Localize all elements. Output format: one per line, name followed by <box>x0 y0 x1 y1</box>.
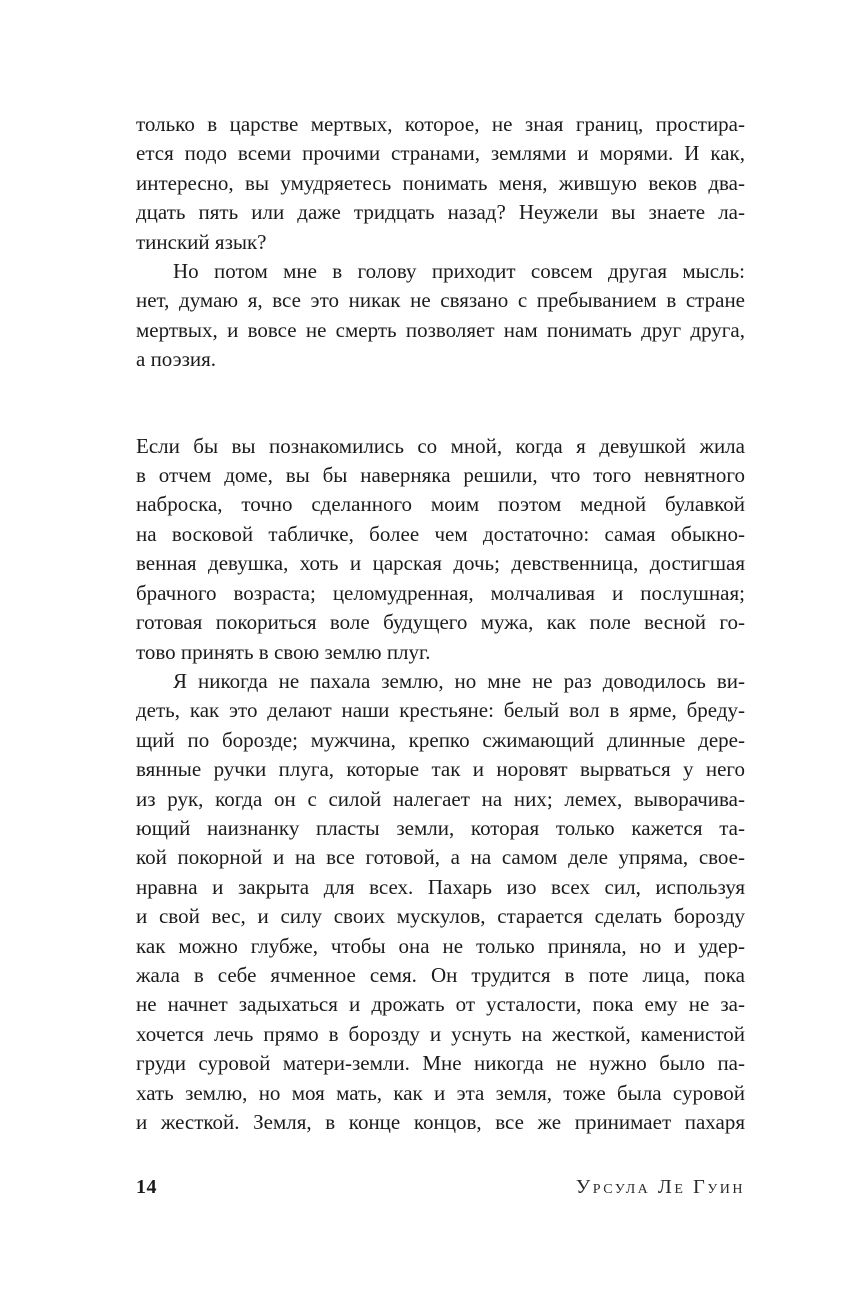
text-line: Но потом мне в голову приходит совсем другая мысль: <box>173 259 745 284</box>
text-line: готовая покориться воле будущего мужа, как поле весной го- <box>136 610 745 635</box>
text-line: из рук, когда он с силой налегает на них; лемех, выворачива- <box>136 786 745 811</box>
text-line: а поэзия. <box>136 347 217 372</box>
page-footer <box>136 1176 745 1199</box>
text-line: нравна и закрыта для всех. Пахарь изо всех сил, используя <box>136 874 745 899</box>
paragraph <box>136 257 745 375</box>
paragraph <box>136 432 745 667</box>
text-line: брачного возраста; целомудренная, молчаливая и послушная; <box>136 580 745 605</box>
text-line: кой покорной и на все готовой, а на самом деле упряма, свое- <box>136 845 745 870</box>
text-line: Я никогда не пахала землю, но мне не раз доводилось ви- <box>173 668 745 693</box>
text-line: и свой вес, и силу своих мускулов, старается сделать борозду <box>136 904 745 929</box>
text-line: Если бы вы познакомились со мной, когда я девушкой жила <box>136 433 745 458</box>
text-line: груди суровой матери-земли. Мне никогда не нужно было па- <box>136 1051 745 1076</box>
running-title: Урсула Ле Гуин <box>575 1176 745 1198</box>
text-line: деть, как это делают наши крестьяне: белый вол в ярме, бреду- <box>136 698 745 723</box>
paragraph <box>136 667 745 1138</box>
text-block <box>136 110 745 1137</box>
text-line: не начнет задыхаться и дрожать от усталости, пока ему не за- <box>136 992 745 1017</box>
text-line: и жесткой. Земля, в конце концов, все же принимает пахаря <box>136 1110 745 1134</box>
text-line: тинский язык? <box>136 229 267 254</box>
text-line: мертвых, и вовсе не смерть позволяет нам понимать друг друга, <box>136 317 745 342</box>
text-line: на восковой табличке, более чем достаточно: самая обыкно- <box>136 521 745 546</box>
text-line: щий по борозде; мужчина, крепко сжимающий длинные дере- <box>136 727 745 752</box>
text-line: ющий наизнанку пласты земли, которая только кажется та- <box>136 815 745 840</box>
text-line: тово принять в свою землю плуг. <box>136 639 431 664</box>
text-line: наброска, точно сделанного моим поэтом медной булавкой <box>136 492 745 517</box>
text-line: как можно глубже, чтобы она не только приняла, но и удер- <box>136 933 745 958</box>
page-number: 14 <box>136 1176 157 1198</box>
text-line: вянные ручки плуга, которые так и норовят вырваться у него <box>136 757 745 782</box>
text-line: ется подо всеми прочими странами, землями и морями. И как, <box>136 141 745 166</box>
text-line: хочется лечь прямо в борозду и уснуть на жесткой, каменистой <box>136 1021 745 1046</box>
text-line: интересно, вы умудряетесь понимать меня, жившую веков два- <box>136 170 745 195</box>
text-line: нет, думаю я, все это никак не связано с пребыванием в стране <box>136 288 745 313</box>
text-line: только в царстве мертвых, которое, не зная границ, простира- <box>136 112 745 136</box>
paragraph <box>136 110 745 257</box>
text-line: в отчем доме, вы бы наверняка решили, что того невнятного <box>136 463 745 488</box>
text-line: жала в себе ячменное семя. Он трудится в поте лица, пока <box>136 962 745 987</box>
text-line: дцать пять или даже тридцать назад? Неужели вы знаете ла- <box>136 200 745 225</box>
text-line: хать землю, но моя мать, как и эта земля, тоже была суровой <box>136 1080 745 1105</box>
text-line: венная девушка, хоть и царская дочь; девственница, достигшая <box>136 551 745 576</box>
